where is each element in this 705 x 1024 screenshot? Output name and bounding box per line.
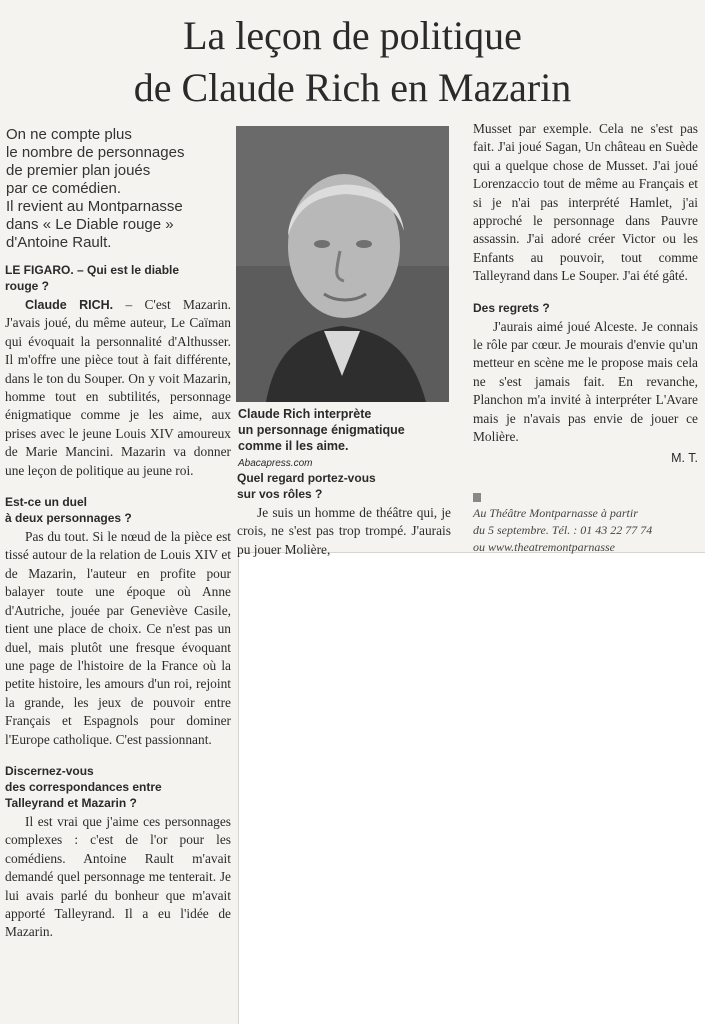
headline (0, 10, 705, 114)
portrait-photo (236, 126, 449, 402)
clipping-edge (238, 552, 239, 1024)
author-signature: M. T. (671, 450, 698, 465)
photo-caption: Claude Rich interprète un personnage énigmatique comme il les aime. Abacapress.com (238, 407, 405, 469)
answer-paragraph: Je suis un homme de théâtre qui, je crois, ne s'est pas trop trompé. J'aurais pu jouer Molière, (237, 505, 451, 557)
question-heading: LE FIGARO. – Qui est le diable rouge ? (5, 263, 180, 293)
headline-line: de Claude Rich en Mazarin (133, 65, 572, 110)
square-bullet-icon (473, 493, 481, 502)
column-3 (473, 120, 698, 467)
question-heading: Discernez-vous des correspondances entre Talleyrand et Mazarin ? (5, 763, 162, 810)
answer-paragraph: J'aurais aimé joué Alceste. Je connais le rôle par cœur. Je mourais d'envie qu'un metteur en scène me le propose mais cela ne s'est jamais fait. En revanche, Planchon m'a invité à interpréter L'Avare mais je n'avais pas envie de jouer ce Molière. (473, 318, 698, 445)
standfirst-line: le nombre de personnages (6, 144, 185, 161)
standfirst-line: dans « Le Diable rouge » (6, 216, 174, 233)
photo-credit: Abacapress.com (238, 458, 313, 469)
answer-paragraph: Il est vrai que j'aime ces personnages complexes : c'est de l'or pour les comédiens. Antoine Rault m'avait demandé quel personnage me tenterait. Je lui avais parlé du bonheur que m'avait apporté Talleyrand. Il a eu l'idée de Mazarin. (5, 813, 231, 940)
answer-paragraph: Claude RICH. – C'est Mazarin. J'avais joué, du même auteur, Le Caïman qui évoquait la personnalité d'Althusser. Il m'offre une pièce tout à fait différente, dans le ton du Souper. On y voit Mazarin, homme tout en subtilités, personnage énigmatique comme je les aime, aux prises avec le jeune Louis XIV amoureux de Marie Mancini. Mazarin va donner une leçon de politique au jeune roi. (5, 297, 231, 478)
column-1 (5, 262, 231, 942)
headline-line: La leçon de politique (183, 13, 522, 58)
standfirst-line: par ce comédien. (6, 180, 122, 197)
answer-paragraph: Pas du tout. Si le nœud de la pièce est tissé autour de la relation de Louis XIV et de Mazarin, l'auteur en profite pour balayer toute une époque où Anne d'Autriche, jouée par Geneviève Casile, tient une place de choix. Ce n'est pas un duel, mais plutôt une fresque évoquant une page de l'histoire de la France où la petite histoire, les amours d'un roi, rejoint la grande, les jeux de pouvoir entre Français et Espagnols pour dominer l'Europe catholique. C'est passionnant. (5, 529, 231, 747)
column-2 (237, 470, 451, 559)
standfirst-line: d'Antoine Rault. (6, 234, 112, 251)
speaker-name: Claude RICH. (25, 298, 114, 312)
question-heading: Quel regard portez-vous sur vos rôles ? (237, 471, 376, 501)
standfirst-line: de premier plan joués (6, 162, 151, 179)
question-heading: Des regrets ? (473, 300, 550, 315)
standfirst (6, 126, 231, 252)
answer-paragraph: Musset par exemple. Cela ne s'est pas fait. J'ai joué Sagan, Un château en Suède qui a quelque chose de Musset. J'ai joué Lorenzaccio tout de même au Français et si je n'ai pas interprété Hamlet, j'ai approché le personnage dans Pauvre assassin. J'ai adoré créer Victor ou les Enfants au pouvoir, tout comme Talleyrand dans Le Souper. J'ai été gâté. (473, 121, 698, 284)
standfirst-line: Il revient au Montparnasse (6, 198, 183, 215)
venue-info: Au Théâtre Montparnasse à partir du 5 septembre. Tél. : 01 43 22 77 74 ou www.theatremontparnasse (473, 488, 698, 556)
standfirst-line: On ne compte plus (6, 126, 132, 143)
question-heading: Est-ce un duel à deux personnages ? (5, 495, 132, 526)
